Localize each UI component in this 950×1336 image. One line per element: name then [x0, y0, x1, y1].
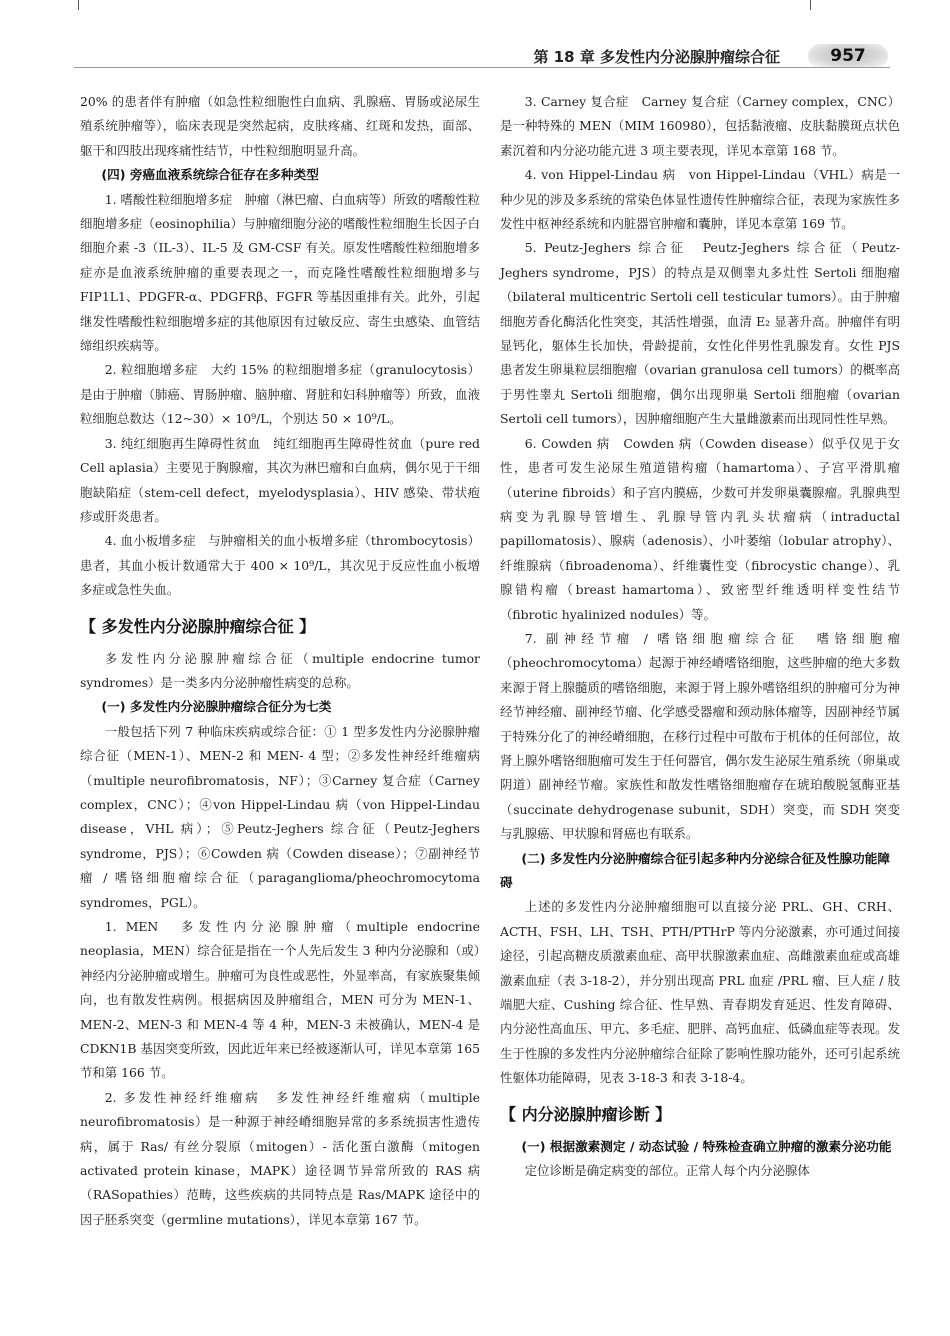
paragraph: 20% 的患者伴有肿瘤（如急性粒细胞性白血病、乳腺癌、胃肠或泌尿生殖系统肿瘤等），临床表现是突然起病，皮肤疼痛、红斑和发热，面部、躯干和四肢出现疼痛性结节，中性粒细胞明显升高。	[80, 94, 480, 158]
paragraph: 上述的多发性内分泌肿瘤细胞可以直接分泌 PRL、GH、CRH、ACTH、FSH、LH、TSH、PTH/PTHrP 等内分泌激素，亦可通过间接途径，引起高糖皮质激素血症、高甲状腺激素血症、高雌激素血症或高雄激素血症（表 3-18-2），并分别出现高 PRL 血症 /PRL 瘤、巨人症 / 肢端肥大症、Cushing 综合征、性早熟、青春期发育延迟、性发育障碍、内分泌性高血压、甲亢、多毛症、肥胖、高钙血症、低磷血症等表现。发生于性腺的多发性内分泌肿瘤综合征除了影响性腺功能外，还可引起系统性躯体功能障碍，见表 3-18-3 和表 3-18-4。	[500, 899, 900, 1086]
paragraph: 6. Cowden 病 Cowden 病（Cowden disease）似乎仅见于女性，患者可发生泌尿生殖道错构瘤（hamartoma）、子宫平滑肌瘤（uterine fibroids）和子宫内膜癌，少数可并发卵巢囊腺瘤。乳腺典型病变为乳腺导管增生、乳腺导管内乳头状瘤病（intraductal papillomatosis）、腺病（adenosis）、小叶萎缩（lobular atrophy）、纤维腺病（fibroadenoma）、纤维囊性变（fibrocystic change）、乳腺错构瘤（breast hamartoma）、致密型纤维透明样变性结节（fibrotic hyalinized nodules）等。	[500, 435, 900, 622]
paragraph: 3. Carney 复合症 Carney 复合症（Carney complex，CNC）是一种特殊的 MEN（MIM 160980），包括黏液瘤、皮肤黏膜斑点状色素沉着和内分泌功能亢进 3 项主要表现，详见本章第 168 节。	[500, 94, 900, 158]
crop-mark	[78, 0, 79, 10]
section-heading: 【 内分泌腺肿瘤诊断 】	[500, 1104, 672, 1124]
crop-mark	[810, 0, 811, 10]
left-column	[80, 90, 480, 1232]
page-header	[0, 0, 950, 80]
paragraph: 5. Peutz-Jeghers 综合征 Peutz-Jeghers 综合征（Peutz-Jeghers syndrome，PJS）的特点是双侧睾丸多灶性 Sertoli 细胞瘤（bilateral multicentric Sertoli cell testicular tumors）。由于肿瘤细胞芳香化酶活化性突变，其活性增强，血清 E₂ 显著升高。肿瘤伴有明显钙化，躯体生长加快，骨龄提前，女性化伴男性乳腺发育。女性 PJS 患者发生卵巢粒层细胞瘤（ovarian granulosa cell tumors）的概率高于男性睾丸 Sertoli 细胞瘤，偶尔出现卵巢 Sertoli 细胞瘤（ovarian Sertoli cell tumors），因肿瘤细胞产生大量雌激素而出现同性性早熟。	[500, 240, 900, 427]
subsection-heading: (四) 旁癌血液系统综合征存在多种类型	[101, 167, 319, 183]
paragraph: 1. MEN 多发性内分泌腺肿瘤（multiple endocrine neoplasia，MEN）综合征是指在一个人先后发生 3 种内分泌腺和（或）神经内分泌肿瘤或增生。肿瘤可为良性或恶性，外显率高，有家族聚集倾向，也有散发性病例。根据病因及肿瘤组合，MEN 可分为 MEN-1、MEN-2、MEN-3 和 MEN-4 等 4 种，MEN-3 未被确认，MEN-4 是 CDKN1B 基因突变所致，因此近年来已经被逐渐认可，详见本章第 165 节和第 166 节。	[80, 919, 480, 1081]
right-column	[500, 90, 900, 1183]
paragraph: 4. 血小板增多症 与肿瘤相关的血小板增多症（thrombocytosis）患者，其血小板计数通常大于 400 × 10⁹/L，其次见于反应性血小板增多症或急性失血。	[80, 533, 480, 598]
paragraph: 4. von Hippel-Lindau 病 von Hippel-Lindau（VHL）病是一种少见的涉及多系统的常染色体显性遗传性肿瘤综合征，表现为家族性多发性中枢神经系统和内脏器官肿瘤和囊肿，详见本章第 169 节。	[500, 167, 900, 232]
paragraph: 1. 嗜酸性粒细胞增多症 肿瘤（淋巴瘤、白血病等）所致的嗜酸性粒细胞增多症（eosinophilia）与肿瘤细胞分泌的嗜酸性粒细胞生长因子白细胞介素 -3（IL-3）、IL-5 及 GM-CSF 有关。原发性嗜酸性粒细胞增多症亦是血液系统肿瘤的重要表现之一，而克隆性嗜酸性粒细胞增多与 FIP1L1、PDGFR-α、PDGFRβ、FGFR 等基因重排有关。此外，引起继发性嗜酸性粒细胞增多症的其他原因有过敏反应、寄生虫感染、血管结缔组织疾病等。	[80, 191, 480, 354]
subsection-heading: (一) 多发性内分泌腺肿瘤综合征分为七类	[101, 699, 332, 715]
paragraph: 3. 纯红细胞再生障碍性贫血 纯红细胞再生障碍性贫血（pure red Cell aplasia）主要见于胸腺瘤，其次为淋巴瘤和白血病，偶尔见于干细胞缺陷症（stem-cell defect，myelodysplasia）、HIV 感染、带状疱疹或肝炎患者。	[80, 435, 480, 524]
subsection-heading: (一) 根据激素测定 / 动态试验 / 特殊检查确立肿瘤的激素分泌功能	[521, 1138, 892, 1154]
chapter-title: 第 18 章 多发性内分泌腺肿瘤综合征	[533, 48, 780, 66]
subsection-heading: (二) 多发性内分泌肿瘤综合征引起多种内分泌综合征及性腺功能障碍	[500, 850, 890, 890]
header-rule	[74, 67, 890, 68]
paragraph: 一般包括下列 7 种临床疾病或综合征：① 1 型多发性内分泌腺肿瘤综合征（MEN-1）、MEN-2 和 MEN- 4 型；②多发性神经纤维瘤病（multiple neurofibromatosis，NF）；③Carney 复合症（Carney complex，CNC）；④von Hippel-Lindau 病（von Hippel-Lindau disease，VHL 病）；⑤Peutz-Jeghers 综合征（Peutz-Jeghers syndrome，PJS）；⑥Cowden 病（Cowden disease）；⑦副神经节瘤 / 嗜铬细胞瘤综合征（paraganglioma/pheochromocytoma syndromes，PGL）。	[80, 723, 480, 910]
paragraph: 多发性内分泌腺肿瘤综合征（multiple endocrine tumor syndromes）是一类多内分泌肿瘤性病变的总称。	[80, 650, 480, 690]
paragraph: 7. 副神经节瘤 / 嗜铬细胞瘤综合征 嗜铬细胞瘤（pheochromocytoma）起源于神经嵴嗜铬细胞，这些肿瘤的绝大多数来源于肾上腺髓质的嗜铬细胞，来源于肾上腺外嗜铬组织的肿瘤可分为神经节神经瘤、副神经节瘤、化学感受器瘤和颈动脉体瘤等，因副神经节属于特殊分化了的神经嵴细胞，在移行过程中可散布于机体的任何部位，故肾上腺外嗜铬细胞瘤可发生于任何器官，偶尔发生泌尿生殖系统（卵巢或阴道）副神经节瘤。家族性和散发性嗜铬细胞瘤存在琥珀酸脱氢酶亚基（succinate dehydrogenase subunit，SDH）突变，而 SDH 突变与乳腺癌、甲状腺和肾癌也有联系。	[500, 630, 900, 842]
page-number: 957	[808, 44, 888, 68]
paragraph: 定位诊断是确定病变的部位。正常人每个内分泌腺体	[524, 1163, 810, 1179]
paragraph: 2. 多发性神经纤维瘤病 多发性神经纤维瘤病（multiple neurofibromatosis）是一种源于神经嵴细胞异常的多系统损害性遗传病，属于 Ras/ 有丝分裂原（mitogen）- 活化蛋白激酶（mitogen activated protein kinase，MAPK）途径调节异常所致的 RAS 病（RASopathies）范畴，这些疾病的共同特点是 Ras/MAPK 途径中的因子胚系突变（germline mutations），详见本章第 167 节。	[80, 1089, 480, 1227]
section-heading: 【 多发性内分泌腺肿瘤综合征 】	[80, 616, 316, 636]
paragraph: 2. 粒细胞增多症 大约 15% 的粒细胞增多症（granulocytosis）是由于肿瘤（肺癌、胃肠肿瘤、脑肿瘤、肾脏和妇科肿瘤等）所致，血液粒细胞总数达（12~30）× 10⁹/L，个别达 50 × 10⁹/L。	[80, 362, 480, 427]
